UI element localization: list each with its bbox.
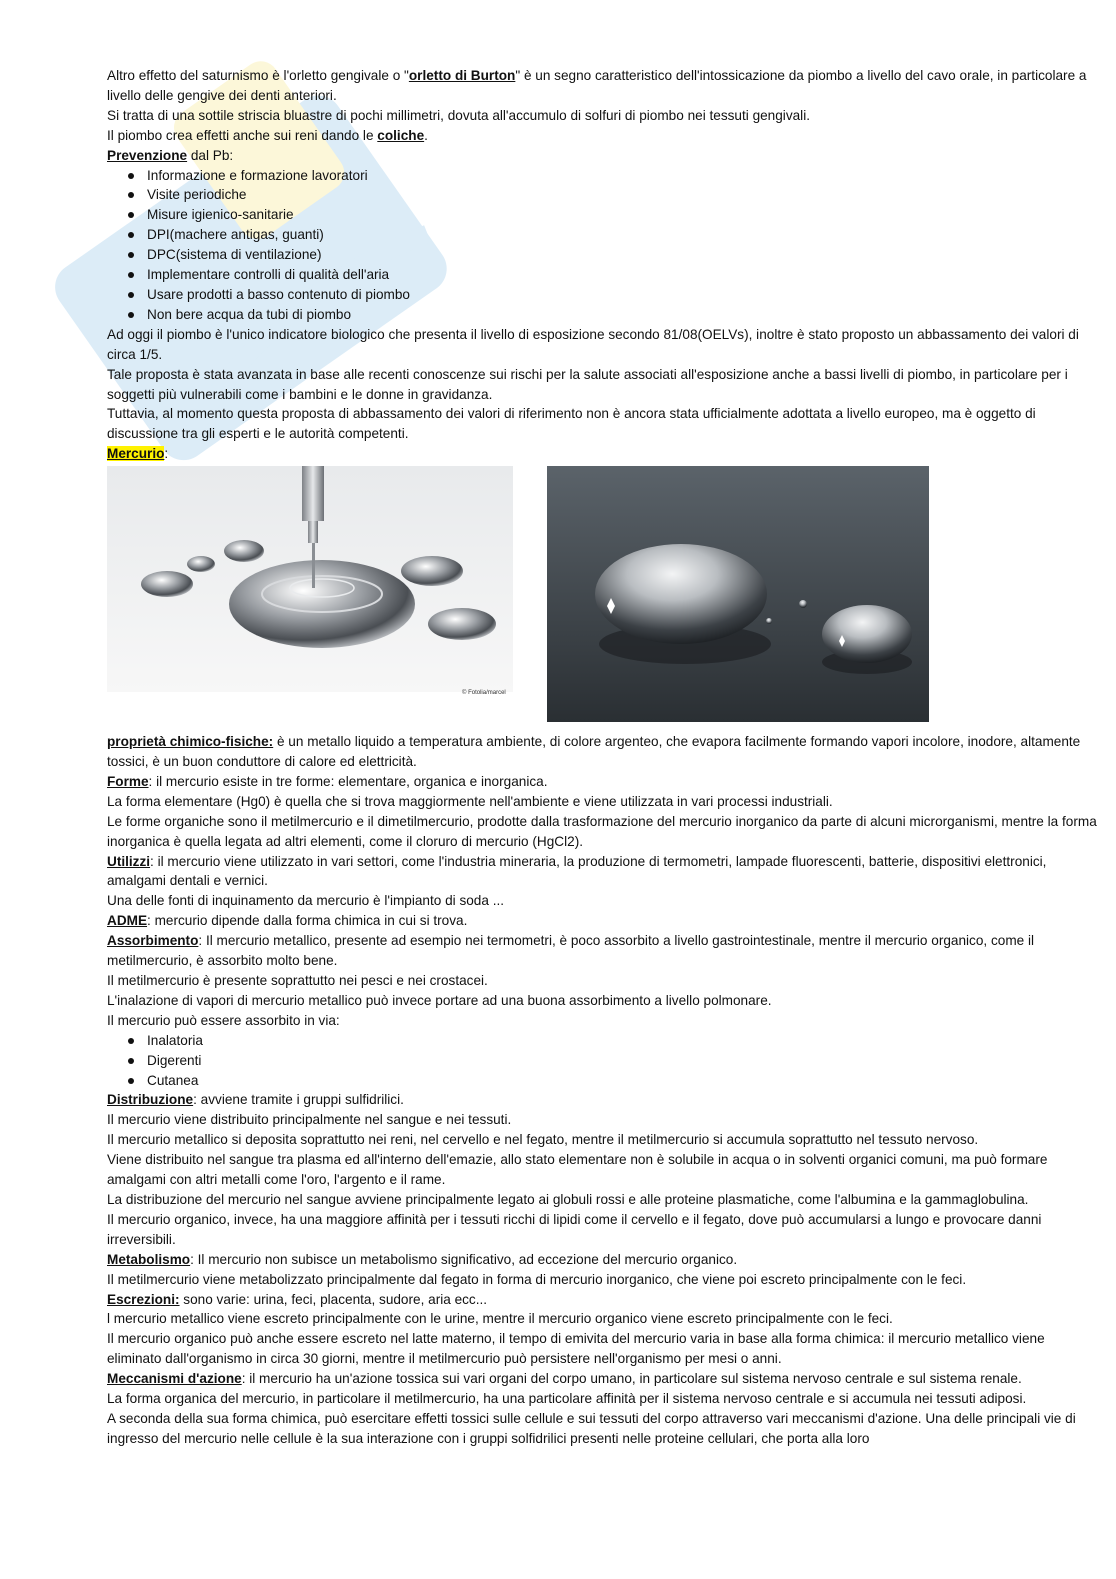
list-item: Informazione e formazione lavoratori [147, 166, 1102, 186]
document-page [107, 66, 1102, 1449]
heading-mercurio: Mercurio [107, 446, 165, 462]
list-item: Non bere acqua da tubi di piombo [147, 305, 1102, 325]
heading-metabolismo: Metabolismo [107, 1251, 191, 1267]
list-item: Inalatoria [147, 1031, 1102, 1051]
paragraph: Il metilmercurio viene metabolizzato principalmente dal fegato in forma di mercurio inorganico, che viene poi escreto principalmente con le feci. [107, 1271, 967, 1287]
section-metabolismo: Metabolismo: Il mercurio non subisce un metabolismo significativo, ad eccezione del mercurio organico. [107, 1251, 738, 1267]
paragraph: Il mercurio organico, invece, ha una maggiore affinità per i tessuti ricchi di lipidi come il cervello e il fegato, dove può accumularsi a lungo e provocare danni irreversibili. [107, 1211, 1042, 1247]
section-adme: ADME: mercurio dipende dalla forma chimica in cui si trova. [107, 913, 468, 929]
paragraph: Il mercurio viene distribuito principalmente nel sangue e nei tessuti. [107, 1112, 512, 1128]
prevenzione-list [107, 166, 1102, 325]
heading-forme: Forme [107, 773, 149, 789]
heading-proprieta: proprietà chimico-fisiche: [107, 734, 274, 750]
list-item: Visite periodiche [147, 185, 1102, 205]
heading-distribuzione: Distribuzione [107, 1092, 194, 1108]
list-item: Digerenti [147, 1051, 1102, 1071]
section-meccanismi: Meccanismi d'azione: il mercurio ha un'azione tossica sui vari organi del corpo umano, in particolare sul sistema nervoso centrale e sul sistema renale. [107, 1371, 1022, 1387]
paragraph: Viene distribuito nel sangue tra plasma ed all'interno dell'emazie, allo stato elementare non è solubile in acqua o in solventi organici comuni, ma può formare amalgami con altri metalli come l'oro, l'argento e il rame. [107, 1152, 1048, 1188]
heading-meccanismi: Meccanismi d'azione [107, 1371, 242, 1387]
list-item: Misure igienico-sanitarie [147, 205, 1102, 225]
image-credit: © Fotolia/marcel [462, 690, 506, 697]
heading-prevenzione: Prevenzione [107, 147, 188, 163]
list-item: DPC(sistema di ventilazione) [147, 245, 1102, 265]
section-prevenzione: Prevenzione dal Pb: [107, 147, 234, 163]
paragraph: Il mercurio organico può anche essere escreto nel latte materno, il tempo di emivita del mercurio varia in base alla forma chimica: il mercurio metallico viene eliminato dall'organismo in circa 30 giorni, mentre il metilmercurio può persistere nell'organismo per mesi o anni. [107, 1331, 1045, 1367]
paragraph: Ad oggi il piombo è l'unico indicatore biologico che presenta il livello di esposizione secondo 81/08(OELVs), inoltre è stato proposto un abbassamento dei valori di circa 1/5. [107, 326, 1079, 362]
list-item: Implementare controlli di qualità dell'aria [147, 265, 1102, 285]
paragraph: Altro effetto del saturnismo è l'orletto gengivale o "orletto di Burton" è un segno caratteristico dell'intossicazione da piombo a livello del cavo orale, in particolare a livello delle gengive dei denti anteriori. [107, 68, 1087, 103]
paragraph: La forma elementare (Hg0) è quella che si trova maggiormente nell'ambiente e viene utilizzata in vari processi industriali. [107, 793, 833, 809]
section-utilizzi: Utilizzi: il mercurio viene utilizzato in vari settori, come l'industria mineraria, la produzione di termometri, lampade fluorescenti, batterie, dispositivi elettronici, amalgami dentali e vernici. [107, 853, 1047, 889]
paragraph: La distribuzione del mercurio nel sangue avviene principalmente legato ai globuli rossi e alle proteine plasmatiche, come l'albumina e la gammaglobulina. [107, 1191, 1029, 1207]
paragraph: Le forme organiche sono il metilmercurio e il dimetilmercurio, prodotte dalla trasformazione del mercurio inorganico da parte di alcuni microrganismi, mentre la forma inorganica è quella legata ad altri elementi, come il cloruro di mercurio (HgCl2). [107, 813, 1097, 849]
paragraph: Una delle fonti di inquinamento da mercurio è l'impianto di soda ... [107, 893, 505, 909]
heading-assorbimento: Assorbimento [107, 933, 199, 949]
heading-utilizzi: Utilizzi [107, 853, 151, 869]
mercury-droplets-photo [107, 466, 513, 692]
paragraph: Tuttavia, al momento questa proposta di abbassamento dei valori di riferimento non è ancora stata ufficialmente adottata a livello europeo, ma è oggetto di discussione tra gli esperti e le autorità competenti. [107, 406, 1036, 442]
paragraph: Il mercurio metallico si deposita soprattutto nei reni, nel cervello e nel fegato, mentre il metilmercurio si accumula soprattutto nel tessuto nervoso. [107, 1132, 979, 1148]
section-mercurio: Mercurio: [107, 446, 169, 462]
paragraph: L'inalazione di vapori di mercurio metallico può invece portare ad una buona assorbimento a livello polmonare. [107, 992, 772, 1008]
paragraph: A seconda della sua forma chimica, può esercitare effetti tossici sulle cellule e sui tessuti del corpo attraverso vari meccanismi d'azione. Una delle principali vie di ingresso del mercurio nelle cellule è la sua interazione con i gruppi solfidrilici presenti nelle proteine cellulari, che porta alla loro [107, 1410, 1076, 1446]
section-escrezioni: Escrezioni: sono varie: urina, feci, placenta, sudore, aria ecc... [107, 1291, 488, 1307]
section-forme: Forme: il mercurio esiste in tre forme: elementare, organica e inorganica. [107, 773, 548, 789]
section-assorbimento: Assorbimento: Il mercurio metallico, presente ad esempio nei termometri, è poco assorbito a livello gastrointestinale, mentre il mercurio organico, come il metilmercurio, è assorbito molto bene. [107, 933, 1035, 969]
paragraph: Il piombo crea effetti anche sui reni dando le coliche. [107, 127, 428, 143]
paragraph: Tale proposta è stata avanzata in base alle recenti conoscenze sui rischi per la salute associati all'esposizione anche a bassi livelli di piombo, in particolare per i soggetti più vulnerabili come i bambini e le donne in gravidanza. [107, 366, 1068, 402]
list-item: Usare prodotti a basso contenuto di piombo [147, 285, 1102, 305]
paragraph: Si tratta di una sottile striscia bluastre di pochi millimetri, dovuta all'accumulo di solfuri di piombo nei tessuti gengivali. [107, 107, 810, 123]
paragraph: Il metilmercurio è presente soprattutto nei pesci e nei crostacei. [107, 973, 488, 988]
mercury-images [107, 466, 1102, 724]
heading-escrezioni: Escrezioni: [107, 1291, 180, 1307]
paragraph: Il mercurio può essere assorbito in via: [107, 1012, 340, 1028]
mercury-pools-photo [547, 466, 929, 722]
list-item: Cutanea [147, 1071, 1102, 1091]
paragraph: La forma organica del mercurio, in particolare il metilmercurio, ha una particolare affinità per il sistema nervoso centrale e si accumula nei tessuti adiposi. [107, 1391, 1027, 1407]
term-orletto-di-burton: orletto di Burton [408, 68, 516, 83]
section-proprieta: proprietà chimico-fisiche: è un metallo liquido a temperatura ambiente, di colore argenteo, che evapora facilmente formando vapori incolore, inodore, altamente tossici, è un buon conduttore di calore ed elettricità. [107, 734, 1081, 770]
heading-adme: ADME [107, 913, 148, 929]
term-coliche: coliche [377, 127, 425, 143]
vie-list [107, 1031, 1102, 1091]
list-item: DPI(machere antigas, guanti) [147, 225, 1102, 245]
paragraph: l mercurio metallico viene escreto principalmente con le urine, mentre il mercurio organico viene escreto principalmente con le feci. [107, 1311, 893, 1327]
section-distribuzione: Distribuzione: avviene tramite i gruppi sulfidrilici. [107, 1092, 404, 1108]
